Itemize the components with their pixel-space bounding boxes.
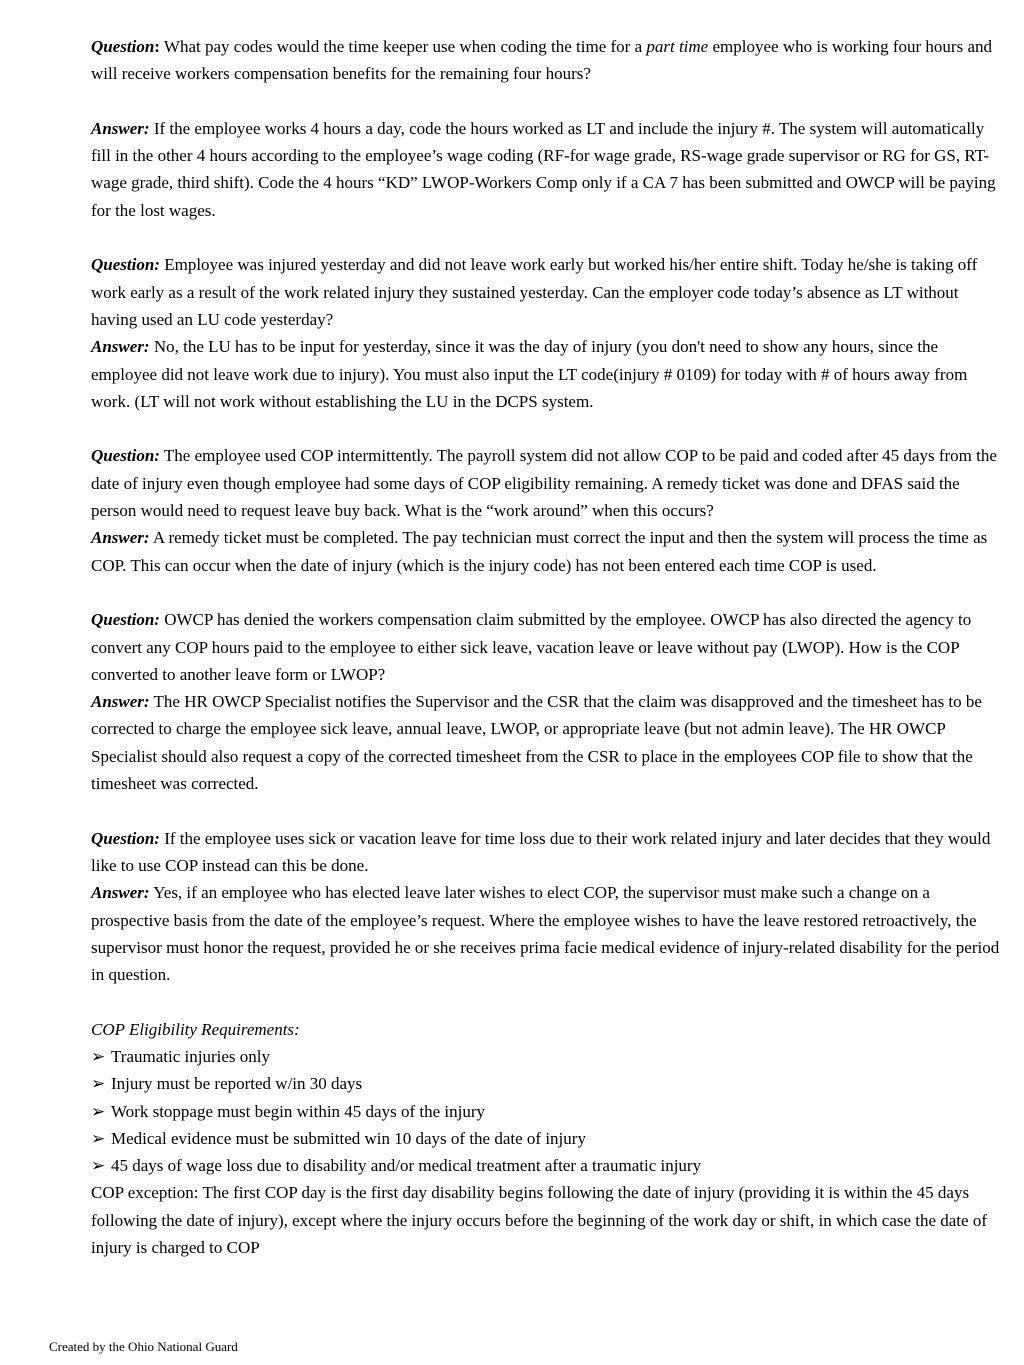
- list-item-text: Work stoppage must begin within 45 days of the injury: [111, 1101, 485, 1121]
- answer-2: [91, 333, 1003, 415]
- question-label: Question:: [91, 610, 160, 630]
- answer-text: The HR OWCP Specialist notifies the Supervisor and the CSR that the claim was disapproved and the timesheet has to be corrected to charge the employee sick leave, annual leave, LWOP, or appropriate leave (but not admin leave). The HR OWCP Specialist should also request a copy of the corrected timesheet from the CSR to place in the employees COP file to show that the timesheet was corrected.: [91, 692, 982, 794]
- question-text: What pay codes would the time keeper use when coding the time for a: [159, 37, 647, 56]
- cop-exception: COP exception: The first COP day is the first day disability begins following the date of injury (providing it is within the 45 days following the date of injury), except where the injury occurs before the beginning of the work day or shift, in which case the date of injury is charged to COP: [91, 1183, 987, 1258]
- page-footer: Created by the Ohio National Guard: [49, 1339, 238, 1354]
- list-item-text: Injury must be reported w/in 30 days: [111, 1074, 363, 1094]
- list-item-text: 45 days of wage loss due to disability and/or medical treatment after a traumatic injury: [111, 1156, 702, 1176]
- question-1: [91, 33, 1003, 88]
- question-text: The employee used COP intermittently. The payroll system did not allow COP to be paid and coded after 45 days from the date of injury even though employee had some days of COP eligibility remaining. A remedy ticket was done and DFAS said the person would need to request leave buy back. What is the “work around” when this occurs?: [91, 446, 997, 521]
- answer-label: Answer:: [91, 337, 150, 357]
- question-label: Question:: [91, 255, 160, 275]
- list-item: [91, 1098, 1003, 1125]
- eligibility-heading: COP Eligibility Requirements:: [91, 1019, 300, 1039]
- answer-5: [91, 879, 1003, 988]
- question-label: Question:: [91, 828, 160, 848]
- arrow-bullet-icon: ➢: [91, 1128, 106, 1148]
- question-emphasis: part time: [646, 37, 709, 56]
- answer-label: Answer:: [91, 692, 150, 712]
- question-colon: :: [154, 37, 160, 56]
- answer-text: No, the LU has to be input for yesterday, since it was the day of injury (you don't need to show any hours, since the employee did not leave work due to injury). You must also input the LT code(injury # 0109) for today with # of hours away from work. (LT will not work without establishing the LU in the DCPS system.: [91, 337, 968, 411]
- arrow-bullet-icon: ➢: [91, 1046, 106, 1066]
- answer-text: If the employee works 4 hours a day, code the hours worked as LT and include the injury #. The system will automatically fill in the other 4 hours according to the employee’s wage coding (RF-for wage grade, RS-wage grade supervisor or RG for GS, RT-wage grade, third shift). Code the 4 hours “KD” LWOP-Workers Comp only if a CA 7 has been submitted and OWCP will be paying for the lost wages.: [91, 118, 996, 220]
- question-5: [91, 825, 1003, 880]
- spacer: [91, 415, 1003, 442]
- spacer: [91, 88, 1003, 115]
- list-item: [91, 1043, 1003, 1070]
- question-text: OWCP has denied the workers compensation claim submitted by the employee. OWCP has also directed the agency to convert any COP hours paid to the employee to either sick leave, vacation leave or leave without pay (LWOP). How is the COP converted to another leave form or LWOP?: [91, 610, 972, 684]
- list-item: [91, 1125, 1003, 1152]
- question-4: [91, 606, 1003, 688]
- answer-text: Yes, if an employee who has elected leave later wishes to elect COP, the supervisor must make such a change on a prospective basis from the date of the employee’s request. Where the employee wishes to have the leave restored retroactively, the supervisor must honor the request, provided he or she receives prima facie medical evidence of injury-related disability for the period in question.: [91, 883, 1000, 985]
- arrow-bullet-icon: ➢: [91, 1101, 106, 1121]
- list-item-text: Medical evidence must be submitted win 10 days of the date of injury: [111, 1128, 586, 1148]
- list-item: [91, 1070, 1003, 1097]
- spacer: [91, 579, 1003, 606]
- spacer: [91, 224, 1003, 251]
- arrow-bullet-icon: ➢: [91, 1074, 106, 1094]
- question-3: [91, 442, 1003, 524]
- answer-1: [91, 115, 1003, 224]
- arrow-bullet-icon: ➢: [91, 1156, 106, 1176]
- spacer: [91, 797, 1003, 824]
- answer-label: Answer:: [91, 883, 150, 903]
- eligibility-list: [91, 1043, 1003, 1179]
- answer-4: [91, 688, 1003, 797]
- spacer: [91, 988, 1003, 1015]
- document-body: [91, 33, 1003, 1261]
- question-label: Question:: [91, 446, 160, 466]
- question-text: If the employee uses sick or vacation leave for time loss due to their work related injury and later decides that they would like to use COP instead can this be done.: [91, 828, 991, 875]
- answer-label: Answer:: [91, 528, 150, 548]
- question-2: [91, 251, 1003, 333]
- answer-text: A remedy ticket must be completed. The pay technician must correct the input and then the system will process the time as COP. This can occur when the date of injury (which is the injury code) has not been entered each time COP is used.: [91, 528, 988, 575]
- question-text: Employee was injured yesterday and did not leave work early but worked his/her entire shift. Today he/she is taking off work early as a result of the work related injury they sustained yesterday. Can the employer code today’s absence as LT without having used an LU code yesterday?: [91, 255, 978, 329]
- list-item-text: Traumatic injuries only: [111, 1046, 270, 1066]
- question-text-continued: employee who is working four hours and will receive workers compensation benefits for the remaining four hours?: [91, 37, 992, 84]
- answer-label: Answer:: [91, 118, 150, 138]
- question-label: Question: [91, 37, 155, 56]
- answer-3: [91, 524, 1003, 579]
- list-item: [91, 1152, 1003, 1179]
